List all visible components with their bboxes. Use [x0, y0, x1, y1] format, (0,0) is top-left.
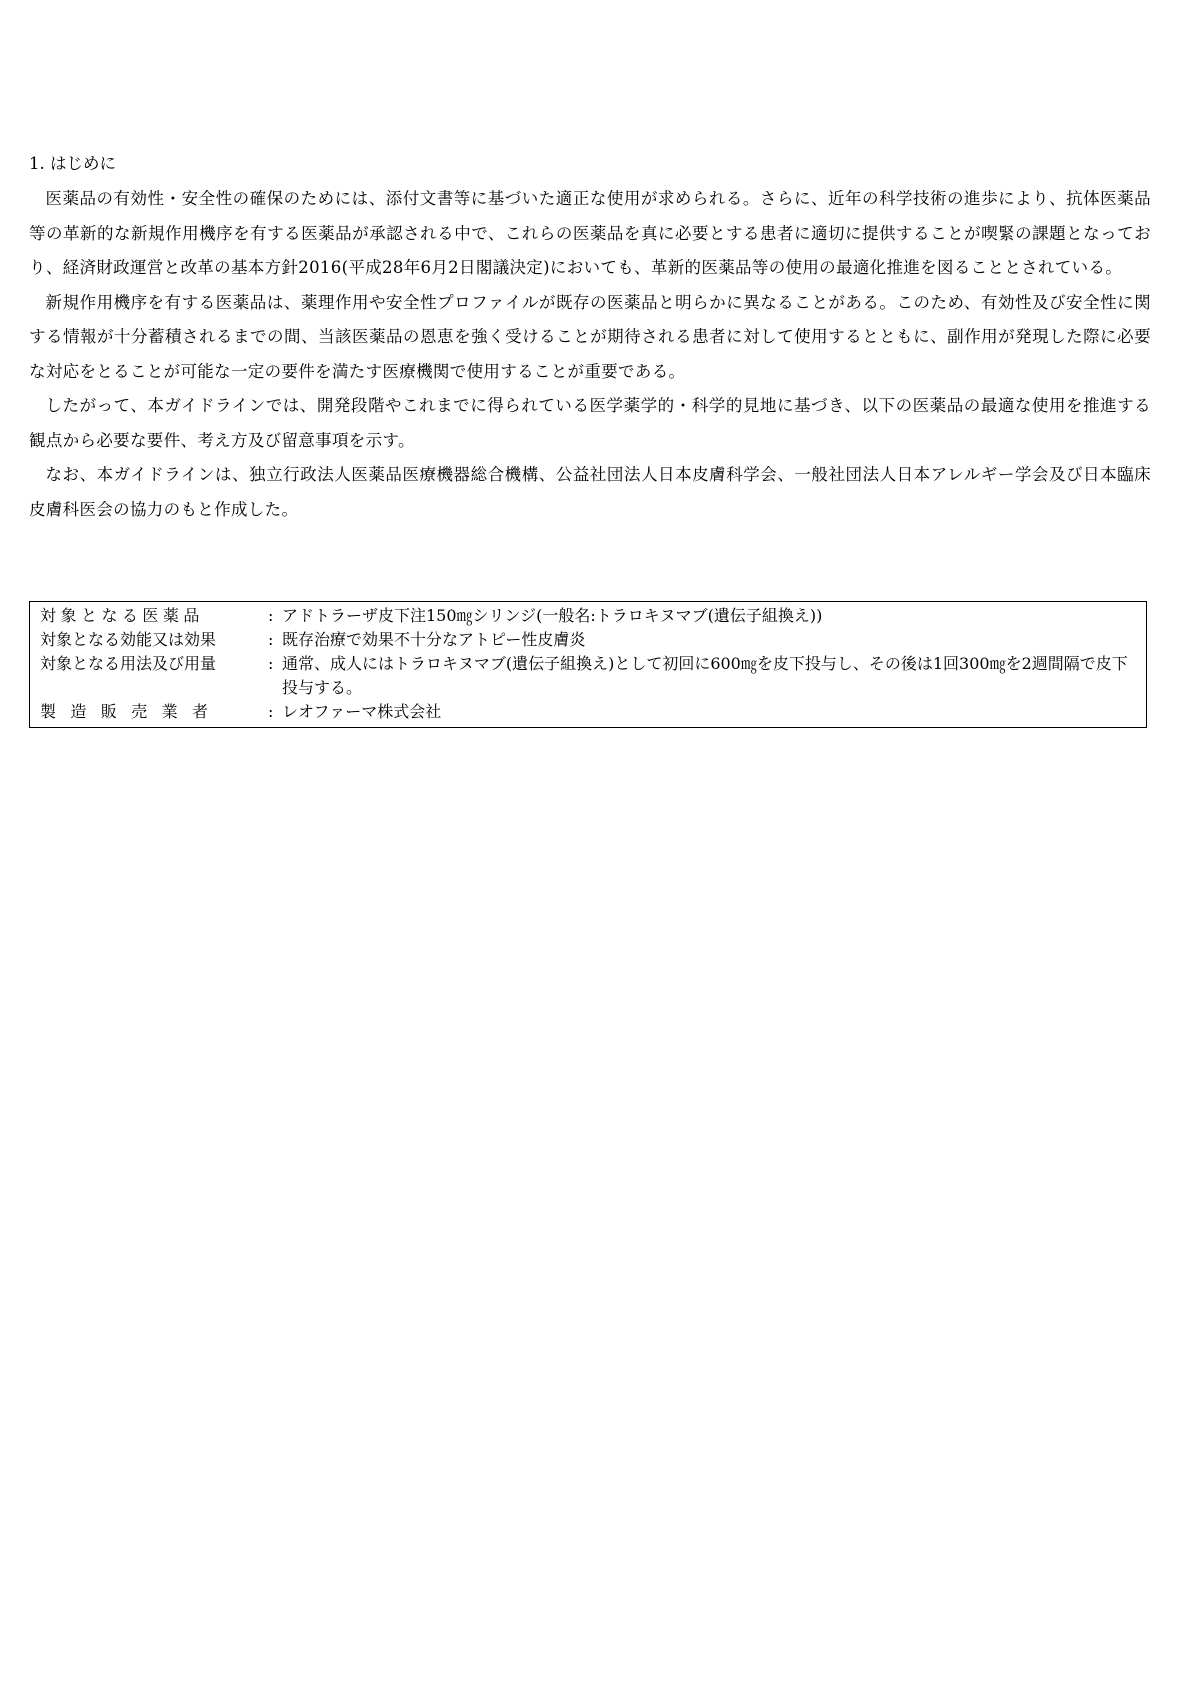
info-row-indication [40, 628, 1136, 652]
info-label-indication: 対象となる効能又は効果 [40, 630, 217, 649]
info-row-drug [40, 604, 1136, 628]
section-heading: 1. はじめに [29, 154, 116, 173]
paragraph-intro-2: 新規作用機序を有する医薬品は、薬理作用や安全性プロファイルが既存の医薬品と明らかに異なることがある。このため、有効性及び安全性に関する情報が十分蓄積されるまでの間、当該医薬品の恩恵を強く受けることが期待される患者に対して使用するとともに、副作用が発現した際に必要な対応をとることが可能な一定の要件を満たす医療機関で使用することが重要である。 [29, 292, 1151, 381]
info-separator: : [268, 630, 274, 649]
info-row-manufacturer [40, 700, 1136, 724]
info-value-manufacturer: レオファーマ株式会社 [282, 702, 442, 721]
info-value-dosage: 通常、成人にはトラロキヌマブ(遺伝子組換え)として初回に600㎎を皮下投与し、その後は1回300㎎を2週間隔で皮下投与する。 [282, 654, 1128, 697]
paragraph-intro-4: なお、本ガイドラインは、独立行政法人医薬品医療機器総合機構、公益社団法人日本皮膚科学会、一般社団法人日本アレルギー学会及び日本臨床皮膚科医会の協力のもと作成した。 [29, 465, 1151, 519]
paragraph-intro-3: したがって、本ガイドラインでは、開発段階やこれまでに得られている医学薬学的・科学的見地に基づき、以下の医薬品の最適な使用を推進する観点から必要な要件、考え方及び留意事項を示す。 [29, 396, 1151, 450]
paragraph-intro-1: 医薬品の有効性・安全性の確保のためには、添付文書等に基づいた適正な使用が求められる。さらに、近年の科学技術の進歩により、抗体医薬品等の革新的な新規作用機序を有する医薬品が承認される中で、これらの医薬品を真に必要とする患者に適切に提供することが喫緊の課題となっており、経済財政運営と改革の基本方針2016(平成28年6月2日閣議決定)においても、革新的医薬品等の使用の最適化推進を図ることとされている。 [29, 189, 1151, 277]
info-value-drug: アドトラーザ皮下注150㎎シリンジ(一般名:トラロキヌマブ(遺伝子組換え)) [282, 606, 823, 625]
info-separator: : [268, 606, 274, 625]
info-label-manufacturer: 製造販売業者 [40, 702, 223, 721]
info-separator: : [268, 702, 274, 721]
info-row-dosage [40, 652, 1136, 700]
info-label-drug: 対象となる医薬品 [40, 606, 204, 625]
drug-info-box [29, 601, 1147, 728]
document-body [29, 146, 1151, 527]
info-separator: : [268, 654, 274, 673]
info-label-dosage: 対象となる用法及び用量 [40, 654, 217, 673]
info-value-indication: 既存治療で効果不十分なアトピー性皮膚炎 [282, 630, 586, 649]
